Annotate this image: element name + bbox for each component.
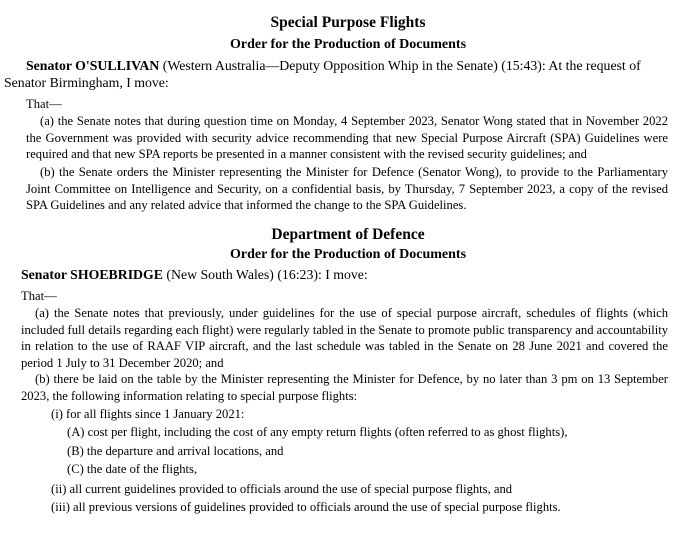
- section1-intro-text: (Western Australia—Deputy Opposition Whip in the Senate) (15:43): At the request of: [159, 58, 641, 73]
- section2-that: That—: [21, 289, 57, 303]
- section2-item-ii: (ii) all current guidelines provided to officials around the use of special purpose flights, and: [51, 482, 513, 496]
- section1-that: That—: [26, 97, 62, 111]
- section2-item-iii: (iii) all previous versions of guidelines provided to officials around the use of special purpose flights.: [51, 500, 561, 514]
- section2-subtitle: Order for the Production of Documents: [229, 247, 467, 262]
- section1-para-a: (a) the Senate notes that during question time on Monday, 4 September 2023, Senator Wong stated that in November 2022 the Government was provided with security advice recommending that new Special Purpose Aircraft (SPA) Guidelines were required and that new SPA reports be presented in a manner consistent with the revised security guidelines; and: [26, 114, 668, 162]
- section2-item-B: (B) the departure and arrival locations, and: [67, 444, 284, 458]
- section2-item-A: (A) cost per flight, including the cost of any empty return flights (often referred to as ghost flights),: [67, 425, 568, 439]
- section1-title: Special Purpose Flights: [270, 14, 426, 31]
- section2-title: Department of Defence: [271, 226, 425, 243]
- section2-intro: [21, 266, 681, 284]
- section1-speaker: Senator O'SULLIVAN: [26, 58, 160, 73]
- section1-intro: [26, 57, 692, 75]
- section1-intro-line2: Senator Birmingham, I move:: [4, 75, 169, 90]
- section2-item-i: (i) for all flights since 1 January 2021:: [51, 407, 245, 421]
- section1-subtitle: Order for the Production of Documents: [229, 37, 467, 52]
- section2-intro-text: (New South Wales) (16:23): I move:: [162, 267, 368, 282]
- section2-para-b: (b) there be laid on the table by the Minister representing the Minister for Defence, by no later than 3 pm on 13 September 2023, the following information relating to special purpose flights:: [21, 372, 668, 403]
- section2-para-a: (a) the Senate notes that previously, under guidelines for the use of special purpose aircraft, schedules of flights (which included full details regarding each flight) were regularly tabled in the Senate to promote public transparency and accountability in relation to the use of RAAF VIP aircraft, and the last schedule was tabled in the Senate on 28 June 2021 and covered the period 1 July to 31 December 2020; and: [21, 306, 668, 370]
- section2-speaker: Senator SHOEBRIDGE: [21, 267, 163, 282]
- section2-item-C: (C) the date of the flights,: [67, 462, 198, 476]
- section1-para-b: (b) the Senate orders the Minister representing the Minister for Defence (Senator Wong), to provide to the Parliamentary Joint Committee on Intelligence and Security, on a confidential basis, by Thursday, 7 September 2023, a copy of the revised SPA Guidelines and any related advice that informed the change to the SPA Guidelines.: [26, 165, 668, 213]
